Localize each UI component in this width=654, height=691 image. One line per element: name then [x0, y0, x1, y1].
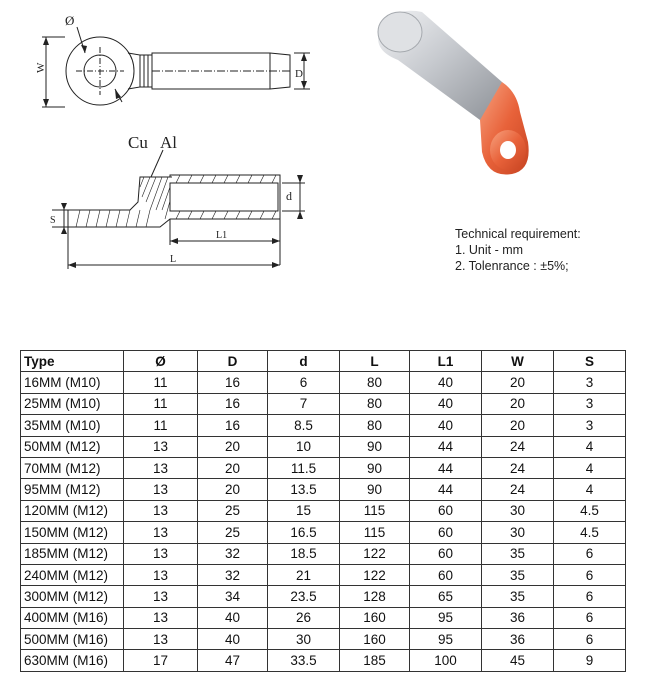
cell-phi: 11	[124, 415, 198, 436]
cu-label: Cu	[128, 133, 148, 152]
cell-d-outer: 16	[198, 415, 268, 436]
cell-l1: 40	[410, 372, 482, 393]
cell-l: 90	[340, 436, 410, 457]
cell-l: 80	[340, 415, 410, 436]
cell-type: 300MM (M12)	[21, 586, 124, 607]
cell-d-inner: 18.5	[268, 543, 340, 564]
cell-phi: 13	[124, 629, 198, 650]
cell-phi: 13	[124, 543, 198, 564]
cell-s: 4	[554, 457, 626, 478]
cell-w: 24	[482, 436, 554, 457]
cell-type: 120MM (M12)	[21, 500, 124, 521]
d-lower-label: d	[286, 189, 292, 203]
cell-d-outer: 20	[198, 436, 268, 457]
cell-d-inner: 16.5	[268, 522, 340, 543]
cell-l: 128	[340, 586, 410, 607]
cell-s: 9	[554, 650, 626, 671]
cell-d-inner: 6	[268, 372, 340, 393]
aluminum-barrel	[378, 11, 504, 120]
table-row	[21, 457, 626, 478]
header-d-inner: d	[268, 351, 340, 372]
cell-l: 160	[340, 607, 410, 628]
cell-l1: 60	[410, 500, 482, 521]
cell-w: 20	[482, 372, 554, 393]
cell-l: 122	[340, 543, 410, 564]
tech-item-tolerance: 2. Tolenrance : ±5%;	[455, 259, 569, 273]
cell-phi: 11	[124, 372, 198, 393]
header-type: Type	[21, 351, 124, 372]
cell-d-inner: 10	[268, 436, 340, 457]
cell-phi: 13	[124, 457, 198, 478]
product-photo	[352, 2, 540, 192]
cell-w: 35	[482, 543, 554, 564]
table-row	[21, 415, 626, 436]
cell-s: 4	[554, 436, 626, 457]
cell-d-outer: 32	[198, 564, 268, 585]
cell-type: 185MM (M12)	[21, 543, 124, 564]
cell-type: 25MM (M10)	[21, 393, 124, 414]
cell-d-inner: 15	[268, 500, 340, 521]
cell-s: 6	[554, 543, 626, 564]
table-row	[21, 543, 626, 564]
cell-d-inner: 8.5	[268, 415, 340, 436]
cell-phi: 13	[124, 522, 198, 543]
table-row	[21, 500, 626, 521]
tech-item-unit: 1. Unit - mm	[455, 243, 524, 257]
cell-type: 35MM (M10)	[21, 415, 124, 436]
cell-w: 45	[482, 650, 554, 671]
cell-type: 150MM (M12)	[21, 522, 124, 543]
cell-phi: 11	[124, 393, 198, 414]
table-row	[21, 629, 626, 650]
cell-l1: 65	[410, 586, 482, 607]
cell-d-outer: 16	[198, 393, 268, 414]
table-row	[21, 607, 626, 628]
cell-phi: 13	[124, 479, 198, 500]
cell-s: 4.5	[554, 522, 626, 543]
cell-l1: 60	[410, 522, 482, 543]
cell-l1: 95	[410, 629, 482, 650]
s-label: S	[50, 215, 56, 226]
d-upper-label: D	[295, 68, 303, 80]
l-label: L	[170, 254, 177, 265]
cell-s: 3	[554, 415, 626, 436]
header-w: W	[482, 351, 554, 372]
cell-phi: 17	[124, 650, 198, 671]
cell-l: 160	[340, 629, 410, 650]
cell-s: 4	[554, 479, 626, 500]
cell-l: 80	[340, 372, 410, 393]
cell-phi: 13	[124, 436, 198, 457]
cell-d-outer: 47	[198, 650, 268, 671]
cell-d-inner: 33.5	[268, 650, 340, 671]
cell-l1: 40	[410, 393, 482, 414]
cell-d-outer: 40	[198, 607, 268, 628]
table-row	[21, 372, 626, 393]
w-label: W	[35, 62, 47, 73]
phi-label: Ø	[65, 13, 75, 28]
cell-d-outer: 40	[198, 629, 268, 650]
cell-w: 30	[482, 522, 554, 543]
cell-type: 240MM (M12)	[21, 564, 124, 585]
technical-requirements	[455, 226, 581, 274]
tech-heading: Technical requirement:	[455, 227, 581, 241]
cell-s: 4.5	[554, 500, 626, 521]
cell-type: 630MM (M16)	[21, 650, 124, 671]
cell-type: 50MM (M12)	[21, 436, 124, 457]
cell-s: 6	[554, 607, 626, 628]
header-l: L	[340, 351, 410, 372]
cell-d-inner: 30	[268, 629, 340, 650]
header-phi: Ø	[124, 351, 198, 372]
cell-l1: 60	[410, 543, 482, 564]
cell-l: 122	[340, 564, 410, 585]
technical-drawing	[20, 5, 320, 285]
cell-d-outer: 34	[198, 586, 268, 607]
cell-l1: 44	[410, 436, 482, 457]
cell-d-outer: 20	[198, 457, 268, 478]
cell-d-inner: 7	[268, 393, 340, 414]
cell-l: 115	[340, 500, 410, 521]
cell-l1: 95	[410, 607, 482, 628]
table-header-row	[21, 351, 626, 372]
cell-d-outer: 16	[198, 372, 268, 393]
cell-s: 6	[554, 586, 626, 607]
cell-d-inner: 23.5	[268, 586, 340, 607]
cell-w: 24	[482, 457, 554, 478]
al-label: Al	[160, 133, 177, 152]
header-l1: L1	[410, 351, 482, 372]
table-row	[21, 586, 626, 607]
cell-phi: 13	[124, 564, 198, 585]
cell-d-inner: 21	[268, 564, 340, 585]
cell-w: 20	[482, 415, 554, 436]
table-row	[21, 522, 626, 543]
cell-d-outer: 32	[198, 543, 268, 564]
cell-w: 36	[482, 607, 554, 628]
cell-w: 35	[482, 564, 554, 585]
header-d-outer: D	[198, 351, 268, 372]
cell-type: 70MM (M12)	[21, 457, 124, 478]
cell-w: 24	[482, 479, 554, 500]
cell-d-outer: 25	[198, 500, 268, 521]
cell-phi: 13	[124, 500, 198, 521]
cell-w: 35	[482, 586, 554, 607]
table-row	[21, 393, 626, 414]
cell-d-inner: 11.5	[268, 457, 340, 478]
cell-l1: 40	[410, 415, 482, 436]
cell-s: 3	[554, 372, 626, 393]
cell-s: 6	[554, 564, 626, 585]
l1-label: L1	[216, 230, 228, 241]
cell-l: 80	[340, 393, 410, 414]
cell-d-inner: 26	[268, 607, 340, 628]
cell-s: 6	[554, 629, 626, 650]
table-row	[21, 479, 626, 500]
cell-l: 115	[340, 522, 410, 543]
cell-l: 90	[340, 479, 410, 500]
cell-w: 30	[482, 500, 554, 521]
cell-d-outer: 25	[198, 522, 268, 543]
cell-w: 20	[482, 393, 554, 414]
cell-l1: 100	[410, 650, 482, 671]
header-s: S	[554, 351, 626, 372]
cell-type: 95MM (M12)	[21, 479, 124, 500]
spec-table	[20, 350, 626, 672]
cell-d-inner: 13.5	[268, 479, 340, 500]
cell-l: 90	[340, 457, 410, 478]
cell-type: 400MM (M16)	[21, 607, 124, 628]
cell-phi: 13	[124, 607, 198, 628]
cell-l1: 60	[410, 564, 482, 585]
cell-l1: 44	[410, 479, 482, 500]
cell-d-outer: 20	[198, 479, 268, 500]
cell-l: 185	[340, 650, 410, 671]
table-row	[21, 436, 626, 457]
table-row	[21, 564, 626, 585]
cell-l1: 44	[410, 457, 482, 478]
cell-w: 36	[482, 629, 554, 650]
cell-s: 3	[554, 393, 626, 414]
cell-phi: 13	[124, 586, 198, 607]
cell-type: 16MM (M10)	[21, 372, 124, 393]
cell-type: 500MM (M16)	[21, 629, 124, 650]
table-row	[21, 650, 626, 671]
